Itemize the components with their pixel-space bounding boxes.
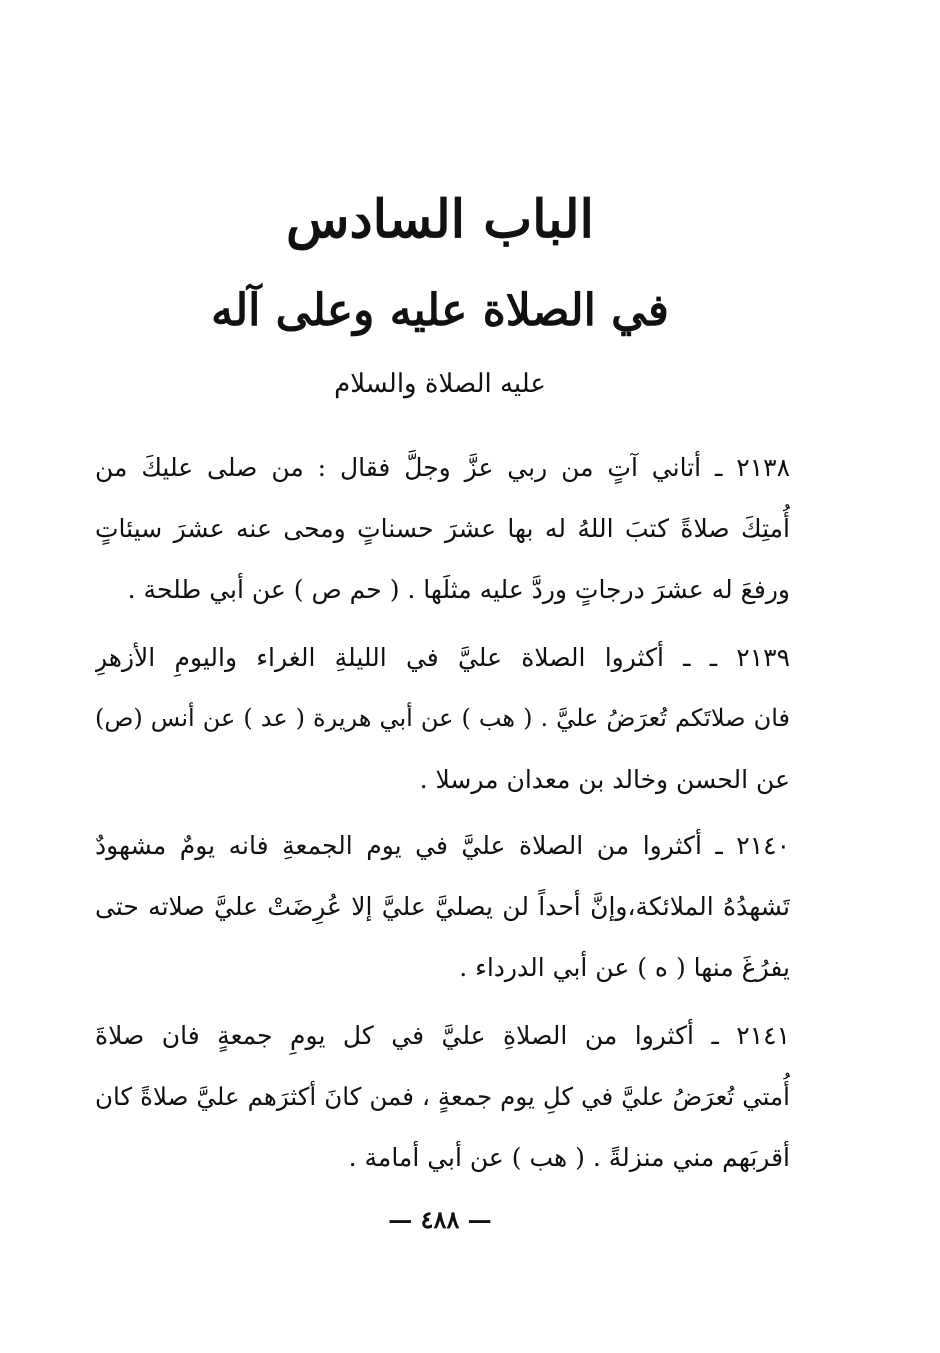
text-line: أُمتِكَ صلاةً كتبَ اللهُ له بها عشرَ حسناتٍ ومحى عنه عشرَ سيئاتٍ (95, 514, 790, 543)
page-number: — ٤٨٨ — (388, 1205, 492, 1234)
text-line: ٢١٤١ ـ أكثروا من الصلاةِ عليَّ في كل يومِ جمعةٍ فان صلاةَ (95, 1021, 790, 1050)
hadith-2139 (95, 627, 790, 810)
hadith-2140 (95, 815, 790, 998)
chapter-subtitle: في الصلاة عليه وعلى آله (211, 285, 669, 336)
text-line: تَشهدُهُ الملائكة،وإنَّ أحداً لن يصليَّ عليَّ إلا عُرِضَتْ عليَّ صلاته حتى (95, 892, 790, 921)
text-line: يفرُغَ منها ( ه ) عن أبي الدرداء . (459, 953, 790, 982)
text-line: أُمتي تُعرَضُ عليَّ في كلِ يوم جمعةٍ ، فمن كانَ أكثرَهم عليَّ صلاةً كان (95, 1082, 790, 1111)
text-line: عن الحسن وخالد بن معدان مرسلا . (419, 765, 790, 794)
text-line: ورفعَ له عشرَ درجاتٍ وردَّ عليه مثلَها . ( حم ص ) عن أبي طلحة . (127, 575, 790, 604)
text-line: فان صلاتَكم تُعرَضُ عليَّ . ( هب ) عن أبي هريرة ( عد ) عن أنس (ص) (95, 704, 790, 732)
hadith-2138 (95, 437, 790, 620)
text-line: ٢١٤٠ ـ أكثروا من الصلاة عليَّ في يوم الجمعةِ فانه يومٌ مشهودٌ (95, 831, 790, 860)
chapter-subtitle-secondary: عليه الصلاة والسلام (334, 369, 546, 399)
text-line: ٢١٣٨ ـ أتاني آتٍ من ربي عزَّ وجلَّ فقال : من صلى عليكَ من (95, 453, 790, 482)
text-line: ٢١٣٩ ـ ـ أكثروا الصلاة عليَّ في الليلةِ الغراء واليومِ الأزهرِ (95, 643, 790, 672)
chapter-title: الباب السادس (285, 189, 595, 250)
text-line: أقربَهم مني منزلةً . ( هب ) عن أبي أمامة . (348, 1143, 790, 1172)
hadith-2141 (95, 1005, 790, 1188)
